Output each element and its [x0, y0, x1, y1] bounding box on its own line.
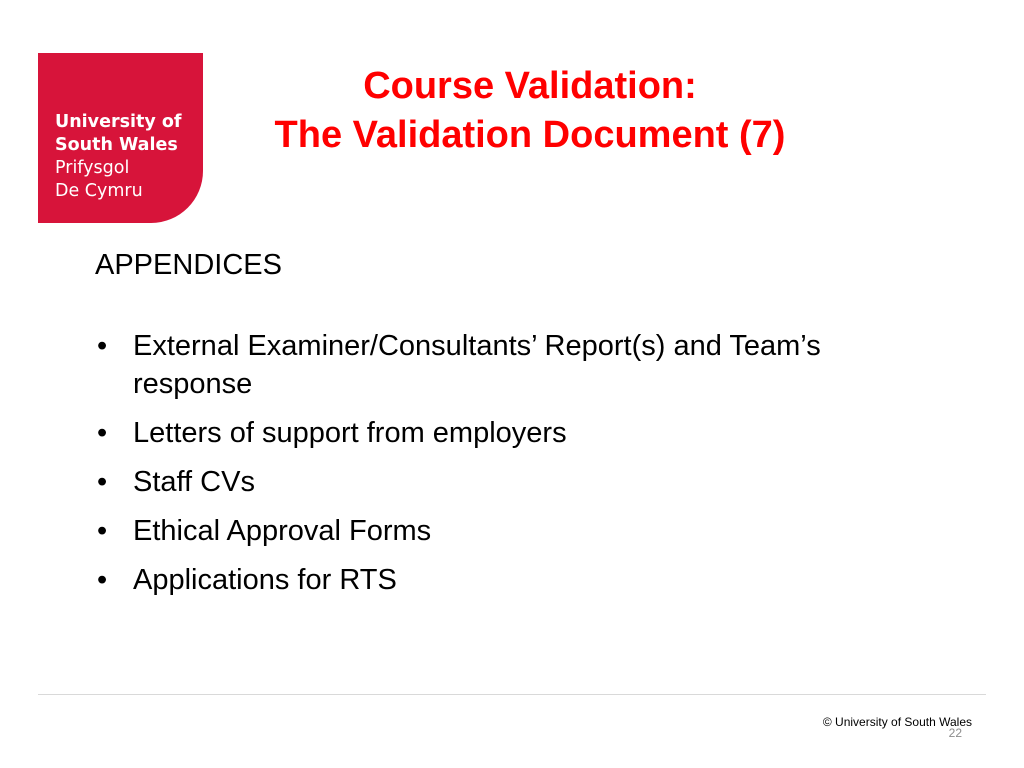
bullet-text: External Examiner/Consultants’ Report(s) and Team’s response	[133, 330, 821, 400]
logo-line-4: De Cymru	[55, 181, 143, 201]
bullet-text: Applications for RTS	[133, 564, 397, 596]
bullet-icon: •	[97, 466, 108, 498]
bullet-list	[95, 327, 895, 599]
bullet-icon: •	[97, 564, 108, 596]
slide-body	[95, 245, 895, 610]
bullet-text: Staff CVs	[133, 466, 255, 498]
bullet-item	[95, 463, 895, 501]
bullet-item	[95, 561, 895, 599]
bullet-text: Letters of support from employers	[133, 417, 567, 449]
slide-title-line-1: Course Validation:	[363, 65, 697, 107]
page-number: 22	[948, 726, 962, 740]
copyright-text: © University of South Wales	[822, 715, 972, 729]
slide-title	[210, 62, 850, 160]
bullet-item	[95, 512, 895, 550]
section-heading: APPENDICES	[95, 249, 282, 281]
bullet-text: Ethical Approval Forms	[133, 515, 432, 547]
logo-line-2: South Wales	[55, 135, 178, 155]
slide-title-line-2: The Validation Document (7)	[274, 114, 786, 156]
bullet-icon: •	[97, 330, 108, 362]
bullet-item	[95, 414, 895, 452]
bullet-item	[95, 327, 895, 403]
bullet-icon: •	[97, 515, 108, 547]
bullet-icon: •	[97, 417, 108, 449]
logo-line-1: University of	[55, 112, 182, 132]
logo-line-3: Prifysgol	[55, 158, 130, 178]
footer-divider	[38, 694, 986, 695]
university-logo	[38, 53, 203, 223]
